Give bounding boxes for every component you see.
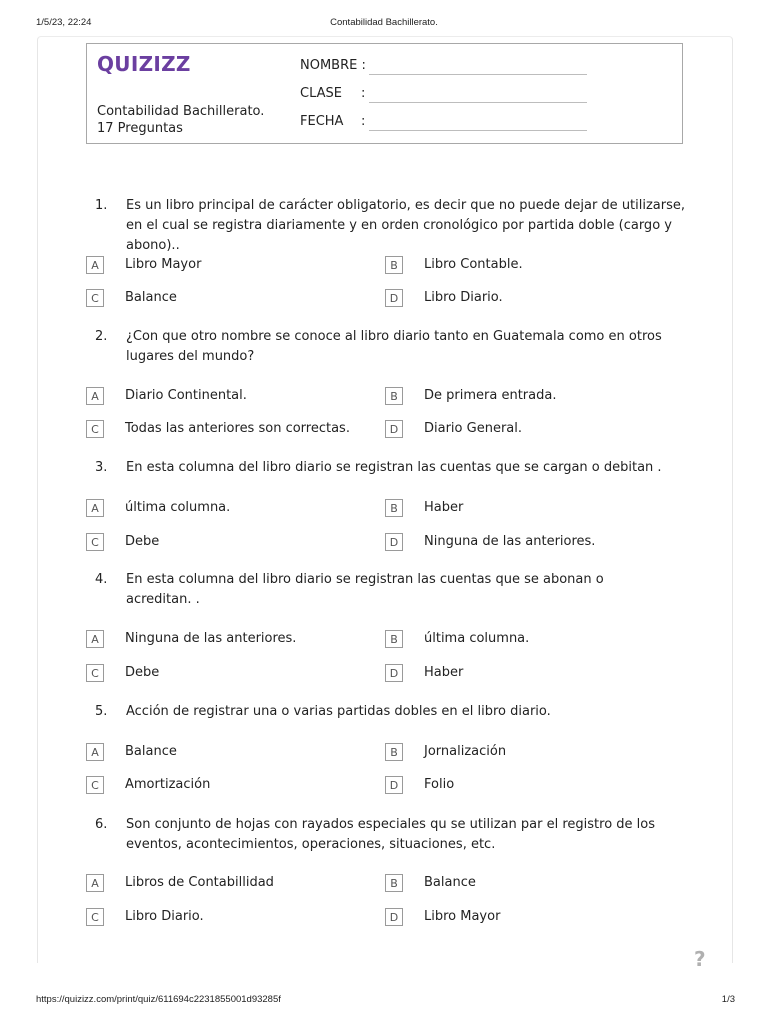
- question-text: Es un libro principal de carácter obligatorio, es decir que no puede dejar de utilizarse, en el cual se registra diariamente y en orden cronológico por partida doble (cargo y abono)..: [126, 198, 686, 253]
- option-letter-box: C: [86, 420, 104, 438]
- option-letter-box: B: [385, 387, 403, 405]
- option-letter-box: C: [86, 664, 104, 682]
- option-letter-box: C: [86, 533, 104, 551]
- question-number: 1.: [95, 198, 108, 213]
- option-text: Libros de Contabillidad: [125, 875, 274, 890]
- option-text: Ninguna de las anteriores.: [424, 534, 596, 549]
- option-text: Todas las anteriores son correctas.: [125, 421, 350, 436]
- field-colon: :: [361, 114, 366, 129]
- option-text: Balance: [424, 875, 476, 890]
- option-text: Debe: [125, 534, 160, 549]
- option-text: Libro Diario.: [424, 290, 503, 305]
- option-letter-box: A: [86, 630, 104, 648]
- question-number: 2.: [95, 329, 108, 344]
- option-text: última columna.: [125, 500, 231, 515]
- question-text: En esta columna del libro diario se registran las cuentas que se abonan o acreditan. .: [126, 572, 604, 607]
- option-letter-box: A: [86, 874, 104, 892]
- quiz-title: Contabilidad Bachillerato.: [97, 104, 265, 119]
- name-line: [369, 74, 587, 75]
- option-text: Libro Mayor: [125, 257, 202, 272]
- option-text: Balance: [125, 744, 177, 759]
- option-letter-box: A: [86, 499, 104, 517]
- option-letter-box: B: [385, 630, 403, 648]
- option-text: Amortización: [125, 777, 211, 792]
- question-number: 5.: [95, 704, 108, 719]
- quizizz-logo: QUIZIZZ: [97, 52, 191, 76]
- page-number: 1/3: [721, 994, 735, 1005]
- option-letter-box: C: [86, 908, 104, 926]
- option-text: Libro Diario.: [125, 909, 204, 924]
- print-url: https://quizizz.com/print/quiz/611694c2231855001d93285f: [36, 994, 281, 1005]
- field-label: CLASE: [300, 86, 342, 101]
- option-text: Haber: [424, 500, 464, 515]
- field-colon: :: [361, 86, 366, 101]
- quiz-header-box: [86, 43, 683, 144]
- print-header: [0, 15, 768, 31]
- option-text: Debe: [125, 665, 160, 680]
- option-text: Folio: [424, 777, 455, 792]
- question-text: ¿Con que otro nombre se conoce al libro diario tanto en Guatemala como en otros lugares del mundo?: [126, 329, 662, 364]
- option-letter-box: D: [385, 420, 403, 438]
- question-number: 4.: [95, 572, 108, 587]
- option-letter-box: D: [385, 664, 403, 682]
- option-text: De primera entrada.: [424, 388, 557, 403]
- print-datetime: 1/5/23, 22:24: [36, 17, 92, 28]
- option-text: Diario Continental.: [125, 388, 247, 403]
- print-footer: [0, 992, 768, 1008]
- option-letter-box: D: [385, 776, 403, 794]
- print-title: Contabilidad Bachillerato.: [330, 17, 438, 28]
- option-letter-box: B: [385, 874, 403, 892]
- field-label: FECHA: [300, 114, 344, 129]
- option-text: última columna.: [424, 631, 530, 646]
- option-letter-box: D: [385, 289, 403, 307]
- option-text: Libro Mayor: [424, 909, 501, 924]
- option-letter-box: B: [385, 256, 403, 274]
- option-text: Jornalización: [424, 744, 507, 759]
- class-line: [369, 102, 587, 103]
- question-number: 3.: [95, 460, 108, 475]
- option-letter-box: D: [385, 908, 403, 926]
- question-text: En esta columna del libro diario se registran las cuentas que se cargan o debitan .: [126, 460, 662, 475]
- option-letter-box: C: [86, 289, 104, 307]
- option-letter-box: A: [86, 387, 104, 405]
- date-line: [369, 130, 587, 131]
- option-letter-box: A: [86, 256, 104, 274]
- option-letter-box: C: [86, 776, 104, 794]
- question-number: 6.: [95, 817, 108, 832]
- option-text: Balance: [125, 290, 177, 305]
- option-letter-box: B: [385, 499, 403, 517]
- field-label: NOMBRE :: [300, 58, 366, 73]
- option-letter-box: B: [385, 743, 403, 761]
- question-text: Son conjunto de hojas con rayados especiales qu se utilizan par el registro de los eventos, acontecimientos, operaciones, situaciones, etc.: [126, 817, 656, 852]
- option-letter-box: D: [385, 533, 403, 551]
- help-icon[interactable]: ?: [694, 947, 706, 971]
- option-text: Haber: [424, 665, 464, 680]
- option-text: Diario General.: [424, 421, 522, 436]
- question-text: Acción de registrar una o varias partidas dobles en el libro diario.: [126, 704, 551, 719]
- question-count: 17 Preguntas: [97, 121, 183, 136]
- option-text: Libro Contable.: [424, 257, 523, 272]
- option-text: Ninguna de las anteriores.: [125, 631, 297, 646]
- option-letter-box: A: [86, 743, 104, 761]
